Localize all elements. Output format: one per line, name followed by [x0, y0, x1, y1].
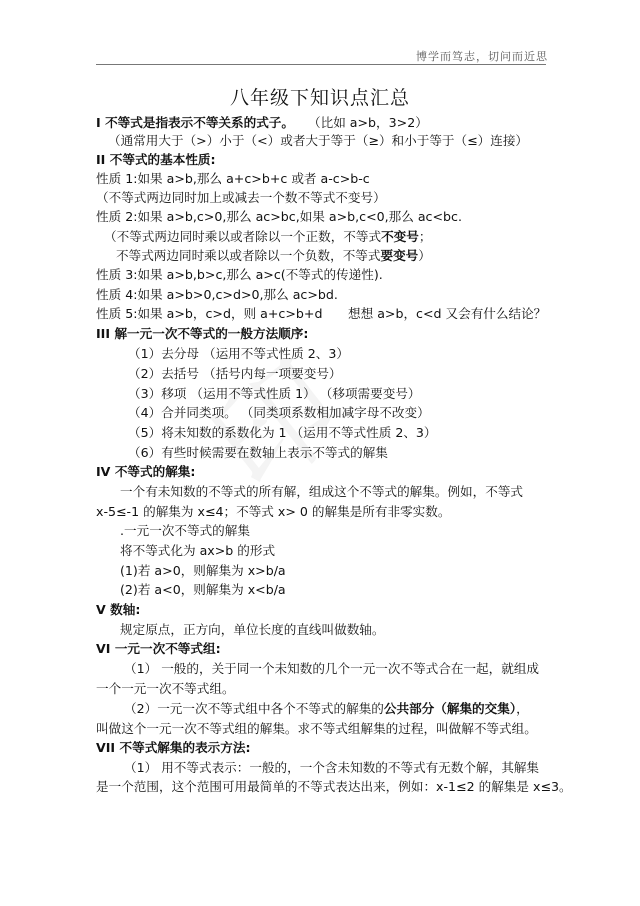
section-heading-6: VI 一元一次不等式组: — [96, 641, 221, 656]
header-divider — [96, 64, 546, 65]
line-35: 是一个范围，这个范围可用最简单的不等式表达出来，例如：x-1≤2 的解集是 x≤3。 — [96, 779, 572, 794]
line-31: （2）一元一次不等式组中各个不等式的解集的公共部分（解集的交集）， — [124, 701, 529, 716]
line-2: （通常用大于（>）小于（<）或者大于等于（≥）和小于等于（≤）连接） — [108, 133, 529, 148]
line-8: 不等式两边同时乘以或者除以一个负数，不等式要变号） — [116, 248, 431, 263]
line-5: （不等式两边同时加上或减去一个数不等式不变号） — [96, 190, 386, 205]
section-heading-7: VII 不等式解集的表示方法: — [96, 740, 251, 755]
line-9: 性质 3:如果 a>b,b>c,那么 a>c(不等式的传递性). — [96, 267, 383, 282]
line-29: （1） 一般的，关于同一个未知数的几个一元一次不等式合在一起，就组成 — [124, 661, 540, 676]
line-21: x-5≤-1 的解集为 x≤4；不等式 x> 0 的解集是所有非零实数。 — [96, 504, 451, 519]
step-2: （2）去括号 （括号内每一项要变号） — [128, 366, 342, 381]
emphasis-no-change: 不变号 — [381, 229, 419, 244]
line-1 — [96, 115, 428, 131]
line-11-aside: 想想 a>b，c<d 又会有什么结论？ — [348, 306, 547, 321]
line-30: 一个一元一次不等式组。 — [96, 681, 235, 696]
section-heading-4: IV 不等式的解集: — [96, 464, 196, 479]
line-32: 叫做这个一元一次不等式组的解集。求不等式组解集的过程，叫做解不等式组。 — [96, 721, 537, 736]
section-heading-2: II 不等式的基本性质: — [96, 152, 216, 167]
section-heading-1: I 不等式是指表示不等关系的式子。 — [96, 115, 294, 130]
line-24: (1)若 a>0，则解集为 x>b/a — [120, 563, 286, 578]
line-34: （1） 用不等式表示：一般的，一个含未知数的不等式有无数个解，其解集 — [124, 760, 540, 775]
line-11: 性质 5:如果 a>b，c>d，则 a+c>b+d — [96, 306, 323, 321]
document-title: 八年级下知识点汇总 — [229, 87, 410, 109]
line-23: 将不等式化为 ax>b 的形式 — [120, 543, 276, 558]
step-6: （6）有些时候需要在数轴上表示不等式的解集 — [128, 445, 388, 460]
step-3: （3）移项 （运用不等式性质 1） （移项需要变号） — [128, 386, 421, 401]
line-1-note: （比如 a>b，3>2） — [308, 115, 428, 130]
step-5: （5）将未知数的系数化为 1 （运用不等式性质 2、3） — [128, 425, 437, 440]
line-20: 一个有未知数的不等式的所有解，组成这个不等式的解集。例如，不等式 — [120, 484, 523, 499]
line-27: 规定原点，正方向，单位长度的直线叫做数轴。 — [120, 622, 385, 637]
line-25: (2)若 a<0，则解集为 x<b/a — [120, 582, 286, 597]
step-1: （1）去分母 （运用不等式性质 2、3） — [128, 346, 349, 361]
line-22: .一元一次不等式的解集 — [120, 523, 250, 538]
header-motto: 博学而笃志，切问而近思 — [416, 50, 548, 63]
line-4: 性质 1:如果 a>b,那么 a+c>b+c 或者 a-c>b-c — [96, 171, 370, 186]
emphasis-must-change: 要变号 — [380, 248, 419, 263]
emphasis-common-part: 公共部分（解集的交集） — [383, 701, 517, 716]
step-4: （4）合并同类项。 （同类项系数相加减字母不改变） — [128, 405, 430, 420]
section-heading-3: III 解一元一次不等式的一般方法顺序: — [96, 326, 309, 341]
line-6: 性质 2:如果 a>b,c>0,那么 ac>bc,如果 a>b,c<0,那么 ac<bc. — [96, 209, 462, 224]
line-10: 性质 4:如果 a>b>0,c>d>0,那么 ac>bd. — [96, 287, 338, 302]
section-heading-5: V 数轴: — [96, 602, 141, 617]
line-7: （不等式两边同时乘以或者除以一个正数，不等式不变号； — [104, 229, 432, 244]
